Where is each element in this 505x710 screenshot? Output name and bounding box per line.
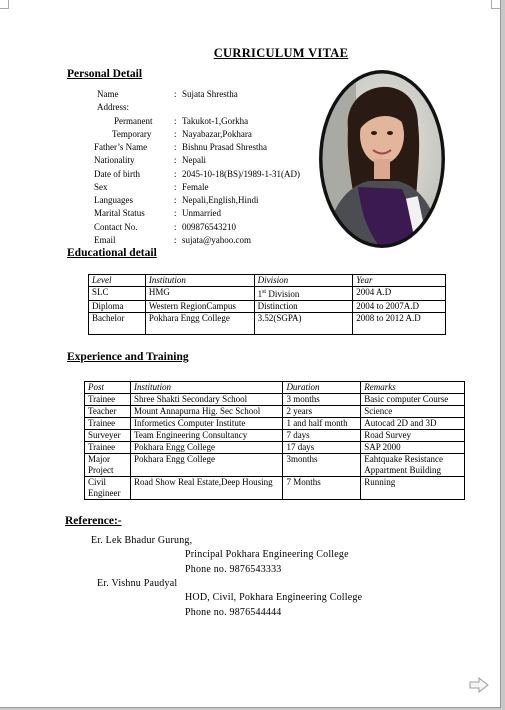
table-row bbox=[89, 313, 446, 335]
arrow-right-icon bbox=[469, 677, 489, 693]
cell: Road Show Real Estate,Deep Housing bbox=[130, 477, 282, 500]
cell: Autocad 2D and 3D bbox=[361, 418, 465, 430]
label-address: Address: bbox=[97, 102, 129, 112]
label-email: Email bbox=[94, 235, 116, 245]
cell: Road Survey bbox=[361, 430, 465, 442]
cell: Surveyer bbox=[85, 430, 131, 442]
cell: Distinction bbox=[254, 301, 353, 313]
document-title: CURRICULUM VITAE bbox=[213, 46, 349, 60]
cell: Pokhara Engg College bbox=[145, 313, 254, 335]
colon: : bbox=[174, 169, 177, 179]
cell: Western RegionCampus bbox=[145, 301, 254, 313]
table-row bbox=[85, 418, 465, 430]
cell: Trainee bbox=[85, 418, 131, 430]
col-header-division: Division bbox=[254, 275, 353, 287]
table-row bbox=[85, 442, 465, 454]
colon: : bbox=[174, 182, 177, 192]
cell: Shree Shakti Secondary School bbox=[130, 394, 282, 406]
col-header-year: Year bbox=[353, 275, 446, 287]
value-name: Sujata Shrestha bbox=[182, 89, 238, 99]
label-temporary: Temporary bbox=[112, 129, 152, 139]
colon: : bbox=[174, 235, 177, 245]
col-header-remarks: Remarks bbox=[361, 382, 465, 394]
education-table bbox=[88, 274, 446, 335]
reference-2-name: Er. Vishnu Paudyal bbox=[97, 578, 178, 589]
table-row bbox=[85, 477, 465, 500]
value-dob: 2045-10-18(BS)/1989-1-31(AD) bbox=[182, 169, 300, 179]
value-temporary: Nayabazar,Pokhara bbox=[182, 129, 252, 139]
cell: Eahtquake Resistance Appartment Building bbox=[361, 454, 465, 477]
cell: Science bbox=[361, 406, 465, 418]
cell: Basic computer Course bbox=[361, 394, 465, 406]
colon: : bbox=[174, 222, 177, 232]
section-heading-reference: Reference:- bbox=[65, 515, 122, 527]
table-row bbox=[89, 301, 446, 313]
col-header-post: Post bbox=[85, 382, 131, 394]
cell: SAP 2000 bbox=[361, 442, 465, 454]
value-contact: 009876543210 bbox=[182, 222, 236, 232]
cell: 1 and half month bbox=[283, 418, 361, 430]
label-dob: Date of birth bbox=[94, 169, 140, 179]
value-nationality: Nepali bbox=[182, 155, 206, 165]
reference-2-phone: Phone no. 9876544444 bbox=[185, 607, 282, 618]
value-marital: Unmarried bbox=[182, 208, 221, 218]
page-corner-mark bbox=[0, 0, 9, 9]
reference-1-name: Er. Lek Bhadur Gurung, bbox=[91, 535, 193, 546]
table-row bbox=[85, 394, 465, 406]
cell: 2004 A.D bbox=[353, 287, 446, 301]
cell: 2004 to 2007A.D bbox=[353, 301, 446, 313]
cell: Informetics Computer Institute bbox=[130, 418, 282, 430]
cell: Pokhara Engg College bbox=[130, 442, 282, 454]
value-father: Bishnu Prasad Shrestha bbox=[182, 142, 267, 152]
table-header-row bbox=[85, 382, 465, 394]
section-heading-education: Educational detail bbox=[67, 247, 157, 259]
cell: Major Project bbox=[85, 454, 131, 477]
cell: 3 months bbox=[283, 394, 361, 406]
page-corner-mark bbox=[491, 0, 500, 9]
cell: Pokhara Engg College bbox=[130, 454, 282, 477]
col-header-level: Level bbox=[89, 275, 146, 287]
value-languages: Nepali,English,Hindi bbox=[182, 195, 259, 205]
reference-2-title: HOD, Civil, Pokhara Engineering College bbox=[185, 592, 363, 603]
col-header-institution: Institution bbox=[145, 275, 254, 287]
cell: Trainee bbox=[85, 442, 131, 454]
table-header-row bbox=[89, 275, 446, 287]
cell: 17 days bbox=[283, 442, 361, 454]
value-sex: Female bbox=[182, 182, 209, 192]
cell: Teacher bbox=[85, 406, 131, 418]
cell: 2 years bbox=[283, 406, 361, 418]
cell: 7 days bbox=[283, 430, 361, 442]
cell: Diploma bbox=[89, 301, 146, 313]
cell: 2008 to 2012 A.D bbox=[353, 313, 446, 335]
cell: Bachelor bbox=[89, 313, 146, 335]
label-permanent: Permanent bbox=[114, 116, 153, 126]
table-row bbox=[85, 430, 465, 442]
cell: SLC bbox=[89, 287, 146, 301]
label-father: Father’s Name bbox=[94, 142, 148, 152]
table-row bbox=[85, 406, 465, 418]
profile-photo-illustration bbox=[318, 69, 446, 250]
cell: 7 Months bbox=[283, 477, 361, 500]
value-permanent: Takukot-1,Gorkha bbox=[182, 116, 249, 126]
col-header-duration: Duration bbox=[283, 382, 361, 394]
cell: Team Engineering Consultancy bbox=[130, 430, 282, 442]
cell: Trainee bbox=[85, 394, 131, 406]
label-sex: Sex bbox=[94, 182, 108, 192]
section-heading-personal: Personal Detail bbox=[67, 68, 143, 80]
cell: Running bbox=[361, 477, 465, 500]
section-heading-experience: Experience and Training bbox=[67, 351, 189, 363]
colon: : bbox=[174, 195, 177, 205]
experience-table bbox=[84, 381, 465, 500]
cell: Mount Annapurna Hig. Sec School bbox=[130, 406, 282, 418]
label-languages: Languages bbox=[94, 195, 133, 205]
col-header-institution: Institution bbox=[130, 382, 282, 394]
colon: : bbox=[174, 208, 177, 218]
table-row bbox=[85, 454, 465, 477]
colon: : bbox=[174, 89, 177, 99]
cell: Civil Engineer bbox=[85, 477, 131, 500]
label-nationality: Nationality bbox=[94, 155, 135, 165]
colon: : bbox=[174, 155, 177, 165]
cell: 3.52(SGPA) bbox=[254, 313, 353, 335]
reference-1-phone: Phone no. 9876543333 bbox=[185, 564, 282, 575]
cell: HMG bbox=[145, 287, 254, 301]
profile-photo bbox=[318, 69, 446, 250]
next-page-button[interactable] bbox=[469, 677, 489, 698]
value-email: sujata@yahoo.com bbox=[182, 235, 252, 245]
colon: : bbox=[174, 116, 177, 126]
label-marital: Marital Status bbox=[94, 208, 145, 218]
colon: : bbox=[174, 142, 177, 152]
label-name: Name bbox=[97, 89, 119, 99]
personal-detail-list bbox=[0, 88, 320, 258]
cell: 1st Division bbox=[254, 287, 353, 301]
cell: 3months bbox=[283, 454, 361, 477]
label-contact: Contact No. bbox=[94, 222, 138, 232]
table-row bbox=[89, 287, 446, 301]
colon: : bbox=[174, 129, 177, 139]
reference-1-title: Principal Pokhara Engineering College bbox=[185, 549, 349, 560]
